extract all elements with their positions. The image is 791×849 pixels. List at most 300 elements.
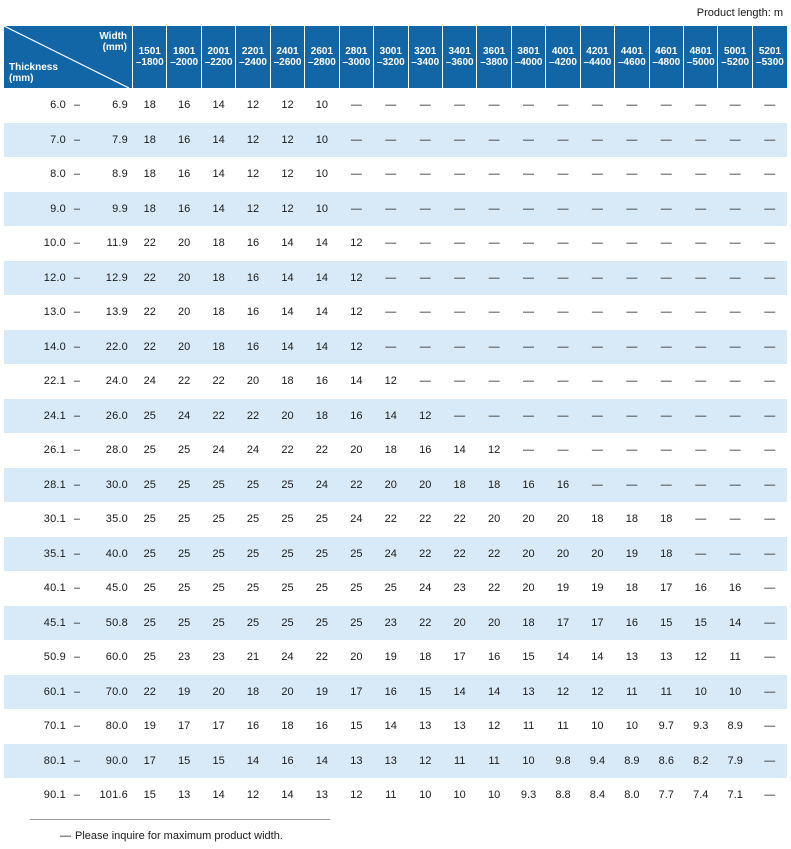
header-range-start: 1801 <box>173 46 196 57</box>
length-value-cell: 18 <box>133 192 167 227</box>
length-value-cell: 18 <box>201 330 235 365</box>
length-value-cell: 12 <box>350 237 363 250</box>
thickness-min: 40.1 <box>43 582 66 595</box>
thickness-range-cell <box>4 88 133 123</box>
thickness-min: 30.1 <box>43 513 66 526</box>
length-value-cell: 14 <box>718 606 752 641</box>
length-value-cell: 10 <box>315 168 329 181</box>
length-value-cell: 25 <box>133 468 167 503</box>
length-value-cell: 15 <box>684 606 718 641</box>
length-value-cell: — <box>752 675 787 710</box>
length-value-cell: — <box>419 168 431 181</box>
length-value-cell: 22 <box>212 375 225 388</box>
length-value-cell: 18 <box>133 123 167 158</box>
length-value-cell: 16 <box>487 651 501 664</box>
thickness-range-cell <box>4 123 133 158</box>
length-value-cell: — <box>442 192 476 227</box>
thickness-min: 6.0 <box>50 99 66 112</box>
length-value-cell: 22 <box>133 261 167 296</box>
table-row <box>4 709 787 744</box>
thickness-dash: – <box>73 444 81 457</box>
header-range-end: –4200 <box>549 57 577 68</box>
length-value-cell: — <box>660 444 672 457</box>
length-value-cell: — <box>695 237 707 250</box>
thickness-range-cell <box>4 640 133 675</box>
length-value-cell: — <box>408 123 442 158</box>
length-value-cell: 12 <box>281 99 294 112</box>
length-value-cell: — <box>764 99 776 112</box>
length-value-cell: 25 <box>201 537 235 572</box>
thickness-min: 7.0 <box>50 133 66 146</box>
length-value-cell: 18 <box>649 537 683 572</box>
length-value-cell: — <box>511 192 545 227</box>
header-range-end: –4400 <box>583 57 612 68</box>
thickness-min: 13.0 <box>43 306 66 319</box>
length-value-cell: — <box>752 399 787 434</box>
length-value-cell: — <box>764 582 776 595</box>
length-value-cell: — <box>649 123 683 158</box>
length-value-cell: 25 <box>315 513 329 526</box>
length-value-cell: 16 <box>246 720 260 733</box>
table-row <box>4 571 787 606</box>
length-value-cell: 9.3 <box>520 789 537 802</box>
length-value-cell: 11 <box>522 720 535 733</box>
length-value-cell: 15 <box>350 720 363 733</box>
length-value-cell: 20 <box>487 513 501 526</box>
length-value-cell: 22 <box>143 306 156 319</box>
length-value-cell: 24 <box>305 468 339 503</box>
thickness-dash: – <box>73 271 81 284</box>
header-width-col-7 <box>339 26 373 88</box>
length-value-cell: — <box>764 720 776 733</box>
length-value-cell: 12 <box>281 168 294 181</box>
length-value-cell: — <box>695 444 707 457</box>
table-row <box>4 261 787 296</box>
length-value-cell: 16 <box>178 99 191 112</box>
length-value-cell: — <box>350 168 362 181</box>
length-value-cell: 16 <box>615 606 649 641</box>
length-value-cell: — <box>684 537 718 572</box>
length-value-cell: 14 <box>384 720 397 733</box>
length-value-cell: — <box>626 168 638 181</box>
length-value-cell: 16 <box>178 168 191 181</box>
length-value-cell: — <box>488 306 500 319</box>
thickness-dash: – <box>73 409 81 422</box>
length-value-cell: — <box>684 399 718 434</box>
length-value-cell: 25 <box>178 582 191 595</box>
length-value-cell: — <box>477 330 511 365</box>
length-value-cell: — <box>557 168 569 181</box>
thickness-dash: – <box>73 547 81 560</box>
length-value-cell: 18 <box>442 468 476 503</box>
length-value-cell: — <box>557 375 569 388</box>
length-value-cell: 25 <box>167 606 201 641</box>
length-value-cell: 12 <box>246 789 260 802</box>
header-width-col-18 <box>718 26 752 88</box>
length-value-cell: — <box>718 537 752 572</box>
length-value-cell: 20 <box>167 330 201 365</box>
length-value-cell: 16 <box>246 306 260 319</box>
length-value-cell: 20 <box>201 675 235 710</box>
header-width-col-14 <box>580 26 614 88</box>
length-value-cell: 25 <box>305 537 339 572</box>
header-width-col-15 <box>615 26 649 88</box>
thickness-min: 8.0 <box>50 168 66 181</box>
length-value-cell: 14 <box>305 330 339 365</box>
length-value-cell: 25 <box>281 582 294 595</box>
length-value-cell: — <box>718 261 752 296</box>
length-value-cell: 12 <box>339 261 373 296</box>
length-value-cell: — <box>511 330 545 365</box>
length-value-cell: 22 <box>477 537 511 572</box>
thickness-dash: – <box>73 720 81 733</box>
length-value-cell: 25 <box>246 513 260 526</box>
length-value-cell: — <box>752 606 787 641</box>
length-value-cell: 18 <box>212 306 225 319</box>
length-value-cell: 7.1 <box>727 789 743 802</box>
table-row <box>4 399 787 434</box>
length-value-cell: 25 <box>270 537 304 572</box>
length-value-cell: 12 <box>694 651 707 664</box>
length-value-cell: 24 <box>167 399 201 434</box>
thickness-dash: – <box>73 685 81 698</box>
thickness-max: 35.0 <box>105 513 128 526</box>
length-value-cell: — <box>752 123 787 158</box>
length-value-cell: — <box>615 192 649 227</box>
length-value-cell: 9.8 <box>546 744 580 779</box>
thickness-min: 70.1 <box>43 720 66 733</box>
header-corner-cell <box>4 26 133 88</box>
length-value-cell: 22 <box>201 399 235 434</box>
header-range-start: 4401 <box>620 46 643 57</box>
length-value-cell: 25 <box>133 537 167 572</box>
header-width-col-4 <box>236 26 270 88</box>
length-value-cell: — <box>718 399 752 434</box>
length-value-cell: — <box>649 330 683 365</box>
thickness-range-cell <box>4 537 133 572</box>
length-value-cell: 20 <box>350 651 363 664</box>
length-value-cell: 12 <box>487 444 501 457</box>
length-value-cell: — <box>488 99 500 112</box>
length-value-cell: 23 <box>212 651 225 664</box>
length-value-cell: 8.8 <box>555 789 571 802</box>
length-value-cell: 7.7 <box>658 789 674 802</box>
length-value-cell: — <box>591 375 603 388</box>
length-value-cell: 25 <box>270 468 304 503</box>
length-value-cell: 25 <box>133 606 167 641</box>
length-value-cell: — <box>684 330 718 365</box>
length-value-cell: 24 <box>374 537 408 572</box>
length-value-cell: 22 <box>315 444 329 457</box>
length-value-cell: — <box>477 261 511 296</box>
length-value-cell: — <box>523 99 535 112</box>
length-value-cell: — <box>350 99 362 112</box>
length-value-cell: 18 <box>281 375 294 388</box>
length-value-cell: 22 <box>143 237 156 250</box>
length-value-cell: 10 <box>511 744 545 779</box>
length-value-cell: 13 <box>660 651 673 664</box>
length-value-cell: — <box>718 123 752 158</box>
length-value-cell: 25 <box>315 582 329 595</box>
thickness-min: 9.0 <box>50 202 66 215</box>
length-value-cell: 17 <box>212 720 225 733</box>
length-value-cell: 25 <box>236 606 270 641</box>
length-value-cell: 22 <box>453 513 466 526</box>
length-value-cell: — <box>454 237 466 250</box>
length-value-cell: 12 <box>408 744 442 779</box>
thickness-range-cell <box>4 468 133 503</box>
header-width-col-12 <box>511 26 545 88</box>
header-range-end: –2600 <box>273 57 302 68</box>
length-value-cell: — <box>626 375 638 388</box>
length-value-cell: 22 <box>133 330 167 365</box>
thickness-range-cell <box>4 502 133 537</box>
length-value-cell: — <box>729 168 741 181</box>
length-value-cell: 16 <box>339 399 373 434</box>
length-value-cell: 12 <box>384 375 397 388</box>
length-value-cell: 25 <box>246 582 260 595</box>
length-value-cell: 11 <box>649 675 683 710</box>
length-value-cell: 14 <box>315 237 329 250</box>
length-value-cell: 18 <box>591 513 604 526</box>
length-value-cell: 19 <box>615 537 649 572</box>
length-value-cell: 23 <box>453 582 466 595</box>
length-value-cell: 8.9 <box>615 744 649 779</box>
thickness-range-cell <box>4 157 133 192</box>
header-range-end: –5300 <box>756 57 784 68</box>
header-range-start: 2801 <box>345 46 368 57</box>
length-value-cell: — <box>419 375 431 388</box>
length-value-cell: 16 <box>419 444 432 457</box>
length-value-cell: — <box>626 237 638 250</box>
length-value-cell: — <box>660 99 672 112</box>
length-value-cell: — <box>511 123 545 158</box>
length-value-cell: 10 <box>625 720 638 733</box>
thickness-dash: – <box>73 478 81 491</box>
thickness-max: 45.0 <box>105 582 128 595</box>
length-value-cell: 25 <box>236 468 270 503</box>
length-value-cell: 17 <box>339 675 373 710</box>
length-value-cell: 22 <box>236 399 270 434</box>
length-value-cell: 25 <box>167 468 201 503</box>
length-value-cell: 18 <box>212 237 225 250</box>
table-row <box>4 502 787 537</box>
thickness-min: 60.1 <box>43 685 66 698</box>
length-value-cell: 25 <box>212 513 225 526</box>
length-value-cell: 20 <box>580 537 614 572</box>
thickness-min: 50.9 <box>43 651 66 664</box>
length-value-cell: 18 <box>384 444 397 457</box>
length-value-cell: — <box>615 399 649 434</box>
product-length-caption: Product length: m <box>696 7 783 19</box>
header-range-start: 4601 <box>655 46 678 57</box>
header-range-start: 2401 <box>276 46 299 57</box>
header-range-end: –3400 <box>411 57 440 68</box>
header-range-end: –2000 <box>170 57 199 68</box>
length-value-cell: — <box>695 513 707 526</box>
thickness-range-cell <box>4 675 133 710</box>
length-value-cell: 18 <box>511 606 545 641</box>
length-value-cell: — <box>615 123 649 158</box>
thickness-min: 12.0 <box>43 271 66 284</box>
length-value-cell: 20 <box>178 237 191 250</box>
length-value-cell: 25 <box>201 606 235 641</box>
length-value-cell: — <box>442 261 476 296</box>
header-range-end: –4000 <box>514 57 543 68</box>
thickness-max: 22.0 <box>105 340 128 353</box>
length-value-cell: — <box>580 330 614 365</box>
header-range-start: 3401 <box>448 46 471 57</box>
length-value-cell: — <box>591 444 603 457</box>
length-value-cell: — <box>591 237 603 250</box>
table-row <box>4 123 787 158</box>
length-value-cell: 10 <box>487 789 501 802</box>
length-value-cell: — <box>580 192 614 227</box>
thickness-dash: – <box>73 306 81 319</box>
thickness-min: 80.1 <box>43 754 66 767</box>
length-value-cell: 16 <box>511 468 545 503</box>
length-value-cell: 10 <box>453 789 466 802</box>
length-value-cell: 15 <box>167 744 201 779</box>
header-width-col-8 <box>374 26 408 88</box>
length-value-cell: — <box>729 513 741 526</box>
length-value-cell: — <box>660 237 672 250</box>
header-width-col-11 <box>477 26 511 88</box>
length-value-cell: 14 <box>212 99 225 112</box>
length-value-cell: 16 <box>546 468 580 503</box>
header-range-end: –3200 <box>376 57 405 68</box>
length-value-cell: 25 <box>236 537 270 572</box>
length-value-cell: — <box>591 99 603 112</box>
length-value-cell: 19 <box>556 582 570 595</box>
table-header-row <box>4 26 787 88</box>
length-value-cell: 20 <box>556 513 570 526</box>
thickness-range-cell <box>4 330 133 365</box>
thickness-range-cell <box>4 295 133 330</box>
length-value-cell: — <box>408 330 442 365</box>
length-value-cell: 22 <box>133 675 167 710</box>
length-value-cell: — <box>718 330 752 365</box>
length-value-cell: 14 <box>212 789 225 802</box>
length-value-cell: 15 <box>408 675 442 710</box>
length-value-cell: 22 <box>442 537 476 572</box>
length-value-cell: — <box>546 330 580 365</box>
thickness-range-cell <box>4 606 133 641</box>
length-value-cell: 20 <box>246 375 260 388</box>
length-value-cell: 17 <box>178 720 191 733</box>
length-value-cell: — <box>764 306 776 319</box>
header-width-col-5 <box>270 26 304 88</box>
thickness-range-cell <box>4 571 133 606</box>
length-value-cell: 19 <box>384 651 397 664</box>
thickness-dash: – <box>73 651 81 664</box>
length-value-cell: 18 <box>625 513 638 526</box>
length-value-cell: — <box>546 192 580 227</box>
length-value-cell: — <box>523 306 535 319</box>
header-range-start: 4201 <box>586 46 609 57</box>
length-value-cell: 12 <box>408 399 442 434</box>
length-value-cell: 17 <box>133 744 167 779</box>
length-value-cell: — <box>764 651 776 664</box>
length-value-cell: — <box>764 375 776 388</box>
header-range-start: 1501 <box>138 46 161 57</box>
length-value-cell: 25 <box>167 537 201 572</box>
length-value-cell: 14 <box>350 375 363 388</box>
length-value-cell: — <box>385 99 397 112</box>
length-value-cell: — <box>695 306 707 319</box>
header-range-end: –3800 <box>480 57 509 68</box>
header-range-end: –5000 <box>686 57 715 68</box>
length-value-cell: 18 <box>281 720 294 733</box>
table-row <box>4 537 787 572</box>
length-value-cell: — <box>729 237 741 250</box>
length-value-cell: 24 <box>350 513 363 526</box>
length-value-cell: 11 <box>385 789 397 802</box>
length-value-cell: — <box>684 261 718 296</box>
length-value-cell: 22 <box>408 537 442 572</box>
length-value-cell: — <box>764 168 776 181</box>
header-range-end: –3000 <box>342 57 371 68</box>
thickness-dash: – <box>73 789 81 802</box>
length-value-cell: — <box>374 192 408 227</box>
thickness-min: 14.0 <box>43 340 66 353</box>
header-range-end: –3600 <box>445 57 474 68</box>
length-value-cell: 22 <box>487 582 501 595</box>
length-value-cell: 20 <box>374 468 408 503</box>
length-value-cell: 8.6 <box>649 744 683 779</box>
length-value-cell: 14 <box>281 237 294 250</box>
header-width-col-13 <box>546 26 580 88</box>
length-value-cell: — <box>764 513 776 526</box>
length-value-cell: 20 <box>408 468 442 503</box>
length-value-cell: 12 <box>339 330 373 365</box>
length-value-cell: 20 <box>511 537 545 572</box>
length-value-cell: — <box>442 123 476 158</box>
length-value-cell: 20 <box>270 399 304 434</box>
length-value-cell: — <box>339 123 373 158</box>
thickness-range-cell <box>4 261 133 296</box>
length-value-cell: — <box>684 192 718 227</box>
length-value-cell: 20 <box>522 582 535 595</box>
length-value-cell: 7.4 <box>693 789 709 802</box>
length-value-cell: — <box>695 99 707 112</box>
length-value-cell: 10 <box>718 675 752 710</box>
thickness-max: 6.9 <box>112 99 128 112</box>
thickness-range-cell <box>4 364 133 399</box>
length-value-cell: 12 <box>270 123 304 158</box>
length-value-cell: 24 <box>246 444 260 457</box>
length-value-cell: 22 <box>315 651 329 664</box>
length-value-cell: — <box>488 237 500 250</box>
length-value-cell: 14 <box>201 192 235 227</box>
length-value-cell: 12 <box>270 192 304 227</box>
length-value-cell: 16 <box>167 123 201 158</box>
length-value-cell: — <box>718 468 752 503</box>
thickness-range-cell <box>4 226 133 261</box>
header-width-col-19 <box>752 26 787 88</box>
thickness-max: 24.0 <box>105 375 128 388</box>
length-value-cell: 18 <box>419 651 432 664</box>
length-value-cell: 16 <box>246 237 260 250</box>
length-value-cell: 9.4 <box>580 744 614 779</box>
thickness-dash: – <box>73 133 81 146</box>
length-value-cell: — <box>557 99 569 112</box>
length-value-cell: — <box>591 306 603 319</box>
length-value-cell: — <box>477 192 511 227</box>
length-value-cell: — <box>374 261 408 296</box>
length-value-cell: 18 <box>143 99 156 112</box>
length-value-cell: 25 <box>305 606 339 641</box>
